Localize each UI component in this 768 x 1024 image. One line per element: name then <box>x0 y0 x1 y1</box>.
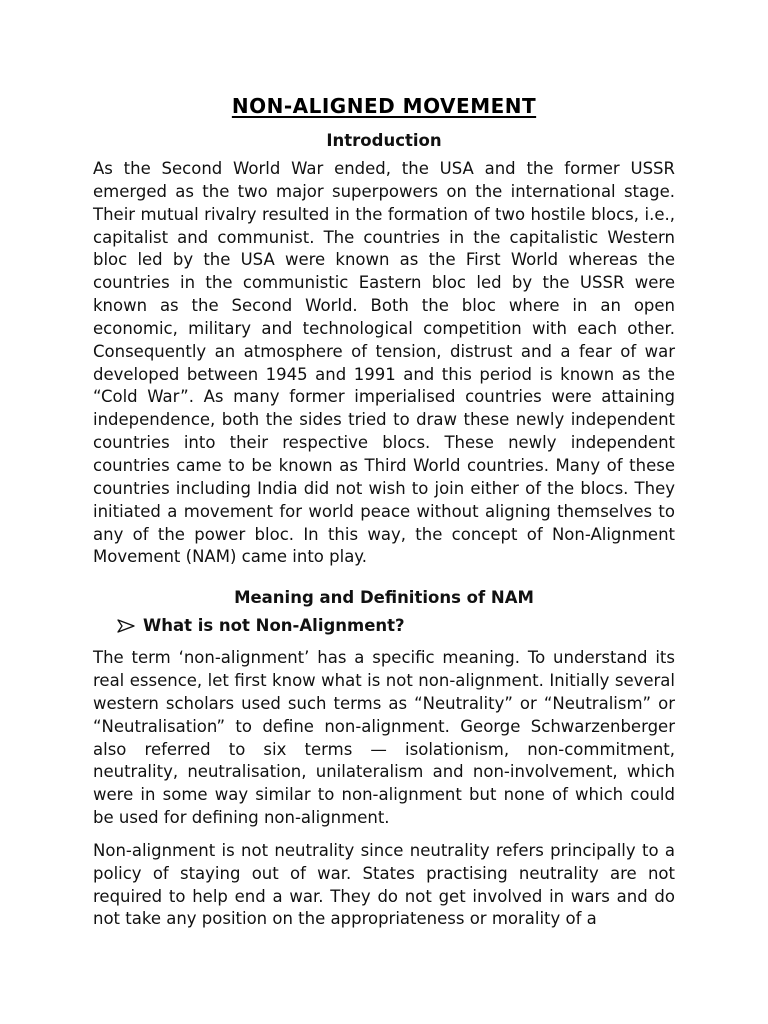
document-page <box>93 92 675 931</box>
intro-paragraph: As the Second World War ended, the USA and the former USSR emerged as the two major superpowers on the international stage. Their mutual rivalry resulted in the formation of two hostile blocs, i.e., capitalist and communist. The countries in the capitalistic Western bloc led by the USA were known as the First World whereas the countries in the communistic Eastern bloc led by the USSR were known as the Second World. Both the bloc where in an open economic, military and technological competition with each other. Consequently an atmosphere of tension, distrust and a fear of war developed between 1945 and 1991 and this period is known as the “Cold War”. As many former imperialised countries were attaining independence, both the sides tried to draw these newly independent countries into their respective blocs. These newly independent countries came to be known as Third World countries. Many of these countries including India did not wish to join either of the blocs. They initiated a movement for world peace without aligning themselves to any of the power bloc. In this way, the concept of Non-Alignment Movement (NAM) came into play. <box>93 159 675 567</box>
paragraph-neutrality: Non-alignment is not neutrality since neutrality refers principally to a policy of staying out of war. States practising neutrality are not required to help end a war. They do not get involved in wars and do not take any position on the appropriateness or morality of a <box>93 840 675 929</box>
document-title: NON-ALIGNED MOVEMENT <box>231 94 537 118</box>
arrow-bullet-icon <box>117 619 135 633</box>
bullet-item <box>117 615 675 637</box>
bullet-heading: What is not Non-Alignment? <box>143 616 405 636</box>
paragraph-not-non-alignment: The term ‘non-alignment’ has a specific meaning. To understand its real essence, let first know what is not non-alignment. Initially several western scholars used such terms as “Neutrality” or “Neutralism” or “Neutralisation” to define non-alignment. George Schwarzenberger also referred to six terms — isolationism, non-commitment, neutrality, neutralisation, unilateralism and non-involvement, which were in some way similar to non-alignment but none of which could be used for defining non-alignment. <box>93 648 675 828</box>
introduction-heading: Introduction <box>326 131 442 150</box>
section-heading: Meaning and Definitions of NAM <box>234 588 534 608</box>
